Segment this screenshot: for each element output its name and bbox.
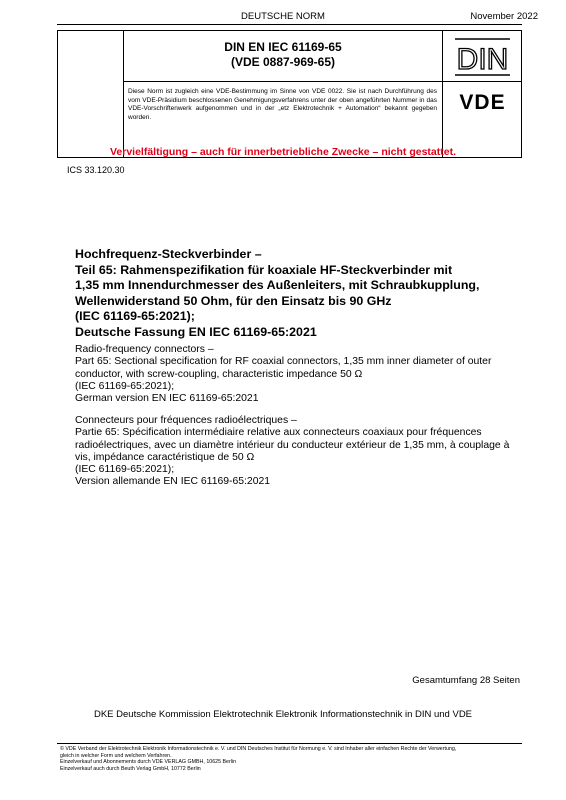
footer-line: Einzelverkauf auch durch Beuth Verlag GmbH, 10772 Berlin bbox=[60, 765, 201, 772]
title-en-line: conductor, with screw-coupling, characteristic impedance 50 Ω bbox=[75, 368, 363, 380]
standard-number: DIN EN IEC 61169-65 bbox=[224, 40, 342, 54]
copyright-footer bbox=[60, 746, 530, 772]
title-de-line: Deutsche Fassung EN IEC 61169-65:2021 bbox=[75, 324, 317, 339]
title-de-line: Teil 65: Rahmenspezifikation für koaxiale HF-Steckverbinder mit bbox=[75, 262, 453, 277]
vde-classification: (VDE 0887-969-65) bbox=[230, 55, 336, 69]
title-german bbox=[75, 247, 525, 341]
ics-code: ICS 33.120.30 bbox=[67, 165, 125, 175]
dke-line: DKE Deutsche Kommission Elektrotechnik Elektronik Informationstechnik in DIN und VDE bbox=[93, 709, 473, 720]
din-logo bbox=[443, 35, 522, 79]
footer-rule bbox=[57, 743, 522, 744]
total-pages: Gesamtumfang 28 Seiten bbox=[412, 675, 520, 686]
publication-date: November 2022 bbox=[470, 11, 538, 22]
footer-line: Einzelverkauf und Abonnements durch VDE VERLAG GMBH, 10625 Berlin bbox=[60, 759, 237, 766]
title-fr-line: radioélectriques, avec un diamètre intérieur du conducteur extérieur de 1,35 mm, à couplage à bbox=[75, 439, 510, 451]
title-en-line: Part 65: Sectional specification for RF coaxial connectors, 1,35 mm inner diameter of outer bbox=[75, 356, 492, 368]
title-english bbox=[75, 344, 525, 405]
title-en-line: German version EN IEC 61169-65:2021 bbox=[75, 393, 259, 405]
document-series: DEUTSCHE NORM bbox=[241, 11, 325, 22]
title-de-line: (IEC 61169-65:2021); bbox=[75, 309, 195, 324]
title-fr-line: vis, impédance caractéristique de 50 Ω bbox=[75, 451, 255, 463]
title-en-line: Radio-frequency connectors – bbox=[75, 344, 214, 355]
title-fr-line: Connecteurs pour fréquences radioélectriques – bbox=[75, 415, 297, 426]
title-fr-line: Version allemande EN IEC 61169-65:2021 bbox=[75, 476, 271, 488]
box-divider-middle bbox=[123, 81, 521, 82]
footer-line: gleich in welcher Form und welchem Verfahren. bbox=[60, 752, 172, 759]
vde-notice: Diese Norm ist zugleich eine VDE-Bestimmung im Sinne von VDE 0022. Sie ist nach Durchführung des vom VDE-Präsidium beschlossenen Genehmigungsverfahrens unter der oben angeführten Nummer in das VDE-Vorschriftenwerk aufgenommen und in der „etz Elektrotechnik + Automation“ bekannt gegeben worden. bbox=[128, 88, 437, 121]
title-french bbox=[75, 415, 525, 489]
title-en-line: (IEC 61169-65:2021); bbox=[75, 380, 175, 392]
standard-info-box bbox=[57, 30, 522, 158]
din-logo-graphic bbox=[443, 35, 522, 79]
title-de-line: 1,35 mm Innendurchmesser des Außenleiters, mit Schraubkupplung, bbox=[75, 278, 480, 293]
svg-text:DIN: DIN bbox=[456, 43, 509, 76]
reproduction-notice: Vervielfältigung – auch für innerbetriebliche Zwecke – nicht gestattet. bbox=[109, 146, 456, 158]
title-fr-line: Partie 65: Spécification intermédiaire relative aux connecteurs coaxiaux pour fréquences bbox=[75, 427, 482, 439]
header-rule bbox=[57, 24, 522, 25]
vde-logo: VDE bbox=[459, 91, 506, 114]
standard-number-block bbox=[124, 40, 442, 70]
title-de-line: Hochfrequenz-Steckverbinder – bbox=[75, 247, 262, 261]
title-fr-line: (IEC 61169-65:2021); bbox=[75, 464, 175, 476]
title-de-line: Wellenwiderstand 50 Ohm, für den Einsatz bis 90 GHz bbox=[75, 293, 392, 308]
footer-line: © VDE Verband der Elektrotechnik Elektronik Informationstechnik e. V. und DIN Deutsches Institut für Normung e. V. sind Inhaber aller einfachen Rechte der Verwertung, bbox=[60, 746, 457, 752]
